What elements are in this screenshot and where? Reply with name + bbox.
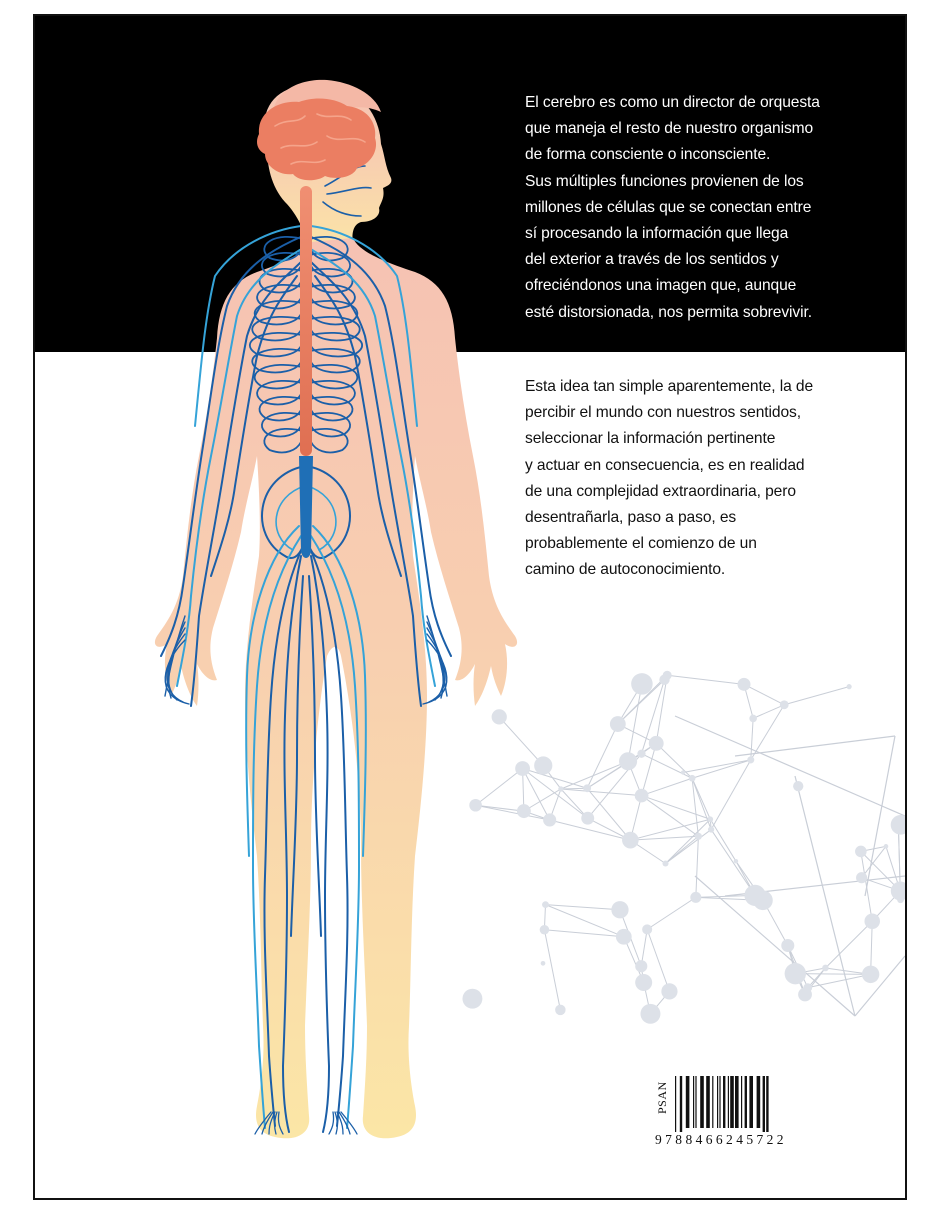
network-node [635, 960, 647, 972]
network-link [476, 805, 550, 820]
network-node [581, 812, 594, 825]
intro-line: ofreciéndonos una imagen que, aunque [525, 277, 797, 295]
network-link [865, 736, 895, 896]
isbn-barcode [653, 1076, 833, 1160]
spinal-cord-upper [300, 186, 312, 456]
network-node [637, 750, 645, 758]
network-link [544, 930, 560, 1010]
network-link [784, 687, 849, 705]
body-line: desentrañarla, paso a paso, es [525, 509, 737, 527]
intro-line: Sus múltiples funciones provienen de los [525, 172, 804, 190]
network-link [710, 819, 736, 861]
body-line: percibir el mundo con nuestros sentidos, [525, 404, 801, 422]
network-node [662, 860, 668, 866]
network-node [635, 789, 649, 803]
intro-line: que maneja el resto de nuestro organismo [525, 120, 814, 138]
barcode-bar [745, 1076, 747, 1128]
network-node [555, 1005, 565, 1015]
network-node [749, 715, 757, 723]
network-link [544, 930, 623, 937]
network-node [534, 756, 552, 774]
network-link [647, 897, 696, 929]
network-node [864, 914, 880, 930]
network-link [675, 716, 905, 816]
barcode-bar [706, 1076, 710, 1128]
network-link [808, 974, 871, 987]
network-node [462, 989, 482, 1009]
barcode-bar [735, 1076, 739, 1128]
intro-line: millones de células que se conectan entre [525, 198, 812, 216]
network-node [541, 961, 546, 966]
network-link [711, 830, 755, 896]
network-node [785, 963, 806, 984]
network-node [543, 813, 556, 826]
network-link [667, 675, 744, 684]
network-node [583, 784, 591, 792]
network-link [499, 717, 543, 766]
network-link [744, 684, 784, 704]
network-node [635, 974, 652, 991]
network-node [681, 770, 685, 774]
barcode-bar [686, 1076, 690, 1128]
network-node [862, 966, 879, 983]
network-node [469, 799, 482, 812]
network-link [523, 768, 588, 788]
network-node [542, 901, 549, 908]
network-node [891, 815, 907, 835]
isbn-number: 9788466245722 [655, 1132, 787, 1147]
barcode-bar [712, 1076, 713, 1128]
network-node [642, 924, 652, 934]
second-paragraph [525, 374, 813, 584]
publisher-code: PSAN [655, 1081, 669, 1115]
network-node [515, 761, 530, 776]
body-line: de una complejidad extraordinaria, pero [525, 482, 796, 500]
network-link [587, 788, 630, 840]
barcode-bar [749, 1076, 753, 1128]
network-link [561, 761, 628, 789]
network-node [734, 859, 738, 863]
network-node [822, 965, 829, 972]
network-node [610, 716, 626, 732]
body-line: camino de autoconocimiento. [525, 561, 726, 579]
intro-paragraph [525, 90, 820, 326]
body-line: Esta idea tan simple aparentemente, la de [525, 378, 814, 395]
network-node [695, 833, 702, 840]
body-line: probablemente el comienzo de un [525, 535, 757, 553]
barcode-bar [757, 1076, 761, 1128]
network-node [622, 832, 639, 849]
network-node [631, 673, 653, 695]
network-node [689, 775, 696, 782]
network-node [611, 901, 628, 918]
intro-line: de forma consciente o inconsciente. [525, 146, 771, 164]
barcode-bar [766, 1076, 768, 1132]
network-node [661, 983, 677, 999]
book-back-cover [33, 14, 907, 1200]
network-node [659, 675, 669, 685]
body-line: seleccionar la información pertinente [525, 430, 776, 448]
barcode-bars [671, 1076, 831, 1132]
barcode-bar [741, 1076, 742, 1128]
network-node [738, 678, 751, 691]
neural-network-pattern [462, 671, 907, 1024]
network-link [855, 956, 905, 1016]
network-node [753, 890, 773, 910]
network-node [884, 844, 889, 849]
network-node [517, 804, 531, 818]
intro-line: del exterior a través de los sentidos y [525, 251, 779, 269]
barcode-bar [719, 1076, 720, 1128]
network-node [558, 786, 563, 791]
barcode-bar [717, 1076, 718, 1128]
barcode-bar [695, 1076, 696, 1128]
network-node [856, 872, 867, 883]
network-node [798, 988, 812, 1002]
network-node [640, 1004, 660, 1024]
barcode-bar [730, 1076, 734, 1128]
network-node [492, 709, 507, 724]
network-link [696, 836, 699, 897]
network-node [793, 781, 803, 791]
toe-nerve [335, 1112, 337, 1134]
intro-line: esté distorsionada, nos permita sobrevivir. [525, 303, 812, 321]
toe-nerve [329, 1112, 334, 1134]
barcode-bar [700, 1076, 704, 1128]
network-node [619, 752, 637, 770]
network-link [523, 768, 588, 818]
network-node [540, 925, 549, 934]
network-node [708, 816, 714, 822]
network-node [780, 700, 789, 709]
network-link [641, 754, 692, 779]
network-node [897, 896, 904, 903]
network-node [846, 684, 851, 689]
network-node [855, 846, 867, 858]
network-node [708, 826, 714, 832]
network-link [656, 743, 692, 778]
spinal-cord-lower [299, 456, 313, 558]
network-link [630, 836, 698, 840]
network-link [695, 876, 855, 1016]
network-link [561, 789, 642, 796]
network-node [616, 929, 632, 945]
barcode-bar [723, 1076, 725, 1128]
barcode-bar [728, 1076, 729, 1128]
barcode-bar [675, 1076, 676, 1132]
intro-line: El cerebro es como un director de orquesta [525, 94, 820, 111]
network-link [476, 768, 523, 805]
network-node [690, 892, 701, 903]
intro-line: sí procesando la información que llega [525, 225, 789, 243]
network-node [649, 736, 664, 751]
network-node [747, 756, 754, 763]
barcode-bar [680, 1076, 682, 1132]
barcode-bar [763, 1076, 765, 1132]
barcode-bar [693, 1076, 694, 1128]
network-node [781, 939, 794, 952]
network-link [665, 830, 711, 864]
network-link [642, 778, 693, 795]
body-line: y actuar en consecuencia, es en realidad [525, 456, 805, 474]
network-link [665, 819, 710, 863]
